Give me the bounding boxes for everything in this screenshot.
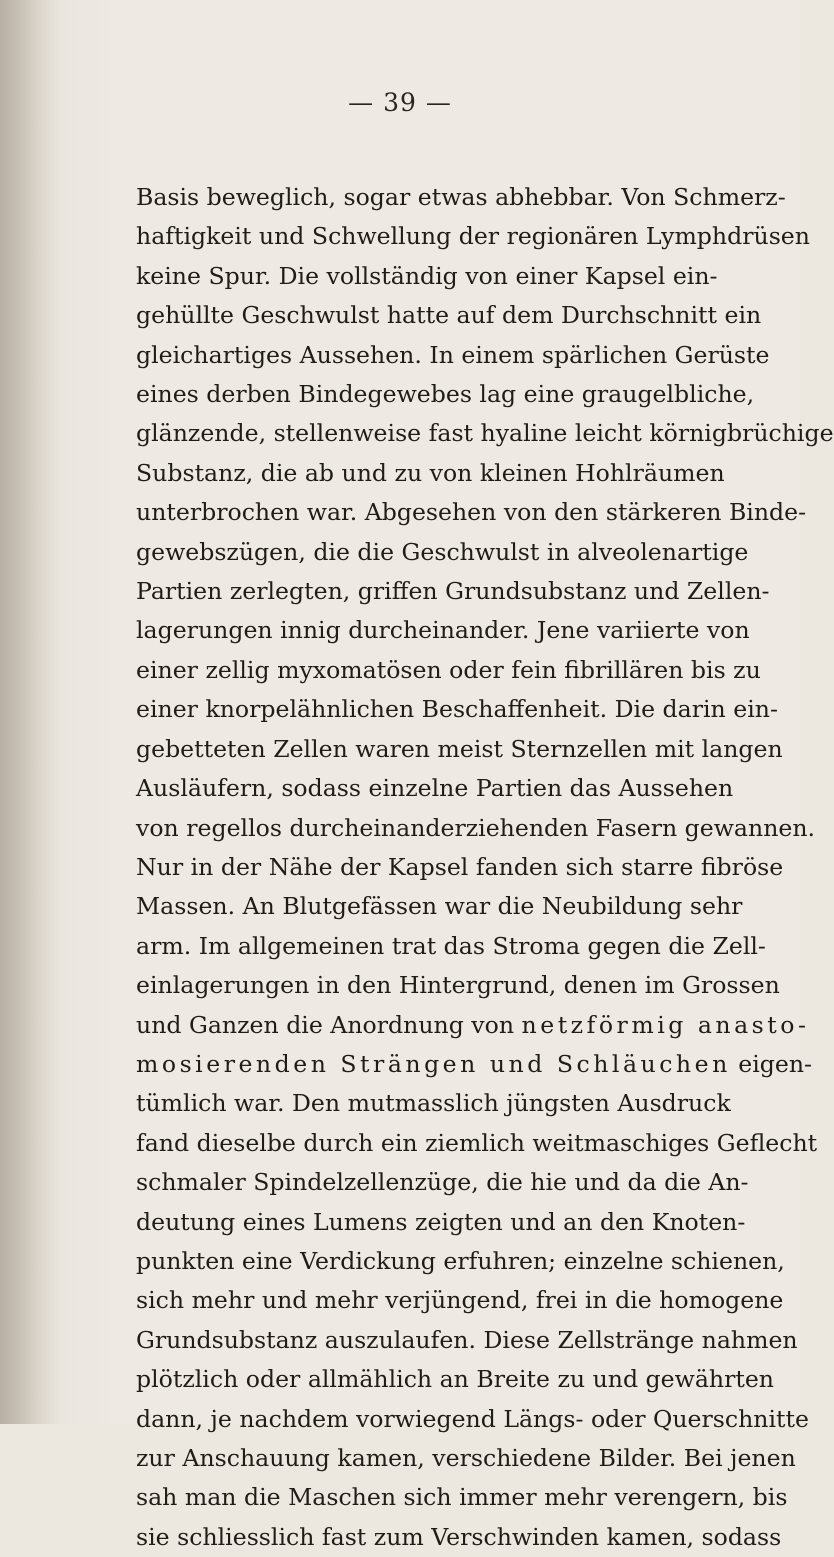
text-line: fand dieselbe durch ein ziemlich weitmaschiges Geflecht (136, 1128, 818, 1157)
text-line: punkten eine Verdickung erfuhren; einzelne schienen, (136, 1246, 785, 1275)
text-line: haftigkeit und Schwellung der regionären Lymphdrüsen (136, 222, 810, 251)
text-line: unterbrochen war. Abgesehen von den stärkeren Binde- (136, 498, 807, 527)
page-gutter-shadow (0, 0, 60, 1424)
text-line: Basis beweglich, sogar etwas abhebbar. Von Schmerz- (136, 183, 786, 211)
text-line: gehüllte Geschwulst hatte auf dem Durchschnitt ein (136, 301, 762, 330)
text-line: gleichartiges Aussehen. In einem spärlichen Gerüste (136, 340, 770, 369)
text-line: gebetteten Zellen waren meist Sternzellen mit langen (136, 734, 783, 763)
body-text (136, 178, 834, 1557)
text-line: keine Spur. Die vollständig von einer Kapsel ein- (136, 261, 718, 290)
text-line: einlagerungen in den Hintergrund, denen im Grossen (136, 971, 780, 1000)
spaced-emphasis: netzförmig anasto- (521, 1010, 810, 1039)
text-line: lagerungen innig durcheinander. Jene variierte von (136, 616, 750, 645)
text-line: Nur in der Nähe der Kapsel fanden sich starre fibröse (136, 852, 784, 881)
text-line: arm. Im allgemeinen trat das Stroma gegen die Zell- (136, 931, 766, 960)
text-line: plötzlich oder allmählich an Breite zu und gewährten (136, 1365, 774, 1394)
text-line: eines derben Bindegewebes lag eine graugelbliche, (136, 380, 755, 409)
text-line: von regellos durcheinanderziehenden Fasern gewannen. (136, 813, 816, 842)
text-line: dann, je nachdem vorwiegend Längs- oder Querschnitte (136, 1404, 809, 1433)
text-line: einer zellig myxomatösen oder fein fibrillären bis zu (136, 655, 761, 684)
text-line-emphasis-start (136, 1006, 810, 1045)
text-line: einer knorpelähnlichen Beschaffenheit. Die darin ein- (136, 695, 778, 724)
text-line: sich mehr und mehr verjüngend, frei in die homogene (136, 1286, 784, 1315)
text-line: Partien zerlegten, griffen Grundsubstanz und Zellen- (136, 577, 770, 606)
line-suffix: eigen- (730, 1049, 813, 1078)
text-line: Massen. An Blutgefässen war die Neubildung sehr (136, 892, 743, 921)
text-line: Grundsubstanz auszulaufen. Diese Zellstränge nahmen (136, 1325, 798, 1354)
text-line: Ausläufern, sodass einzelne Partien das Aussehen (136, 774, 734, 803)
text-line: sah man die Maschen sich immer mehr verengern, bis (136, 1483, 788, 1512)
line-prefix: und Ganzen die Anordnung von (136, 1010, 522, 1039)
text-line: tümlich war. Den mutmasslich jüngsten Ausdruck (136, 1089, 731, 1118)
text-line: zur Anschauung kamen, verschiedene Bilder. Bei jenen (136, 1444, 796, 1472)
text-line: gewebszügen, die die Geschwulst in alveolenartige (136, 537, 749, 566)
text-line: glänzende, stellenweise fast hyaline leicht körnigbrüchige (136, 419, 834, 448)
text-line: deutung eines Lumens zeigten und an den Knoten- (136, 1207, 746, 1236)
text-line: Substanz, die ab und zu von kleinen Hohlräumen (136, 458, 725, 487)
text-line: schmaler Spindelzellenzüge, die hie und da die An- (136, 1168, 749, 1197)
text-line-emphasis-end (136, 1045, 813, 1084)
page-number: — 39 — (348, 88, 452, 117)
spaced-emphasis: mosierenden Strängen und Schläuchen (136, 1049, 731, 1078)
text-line: sie schliesslich fast zum Verschwinden kamen, sodass (136, 1522, 782, 1551)
